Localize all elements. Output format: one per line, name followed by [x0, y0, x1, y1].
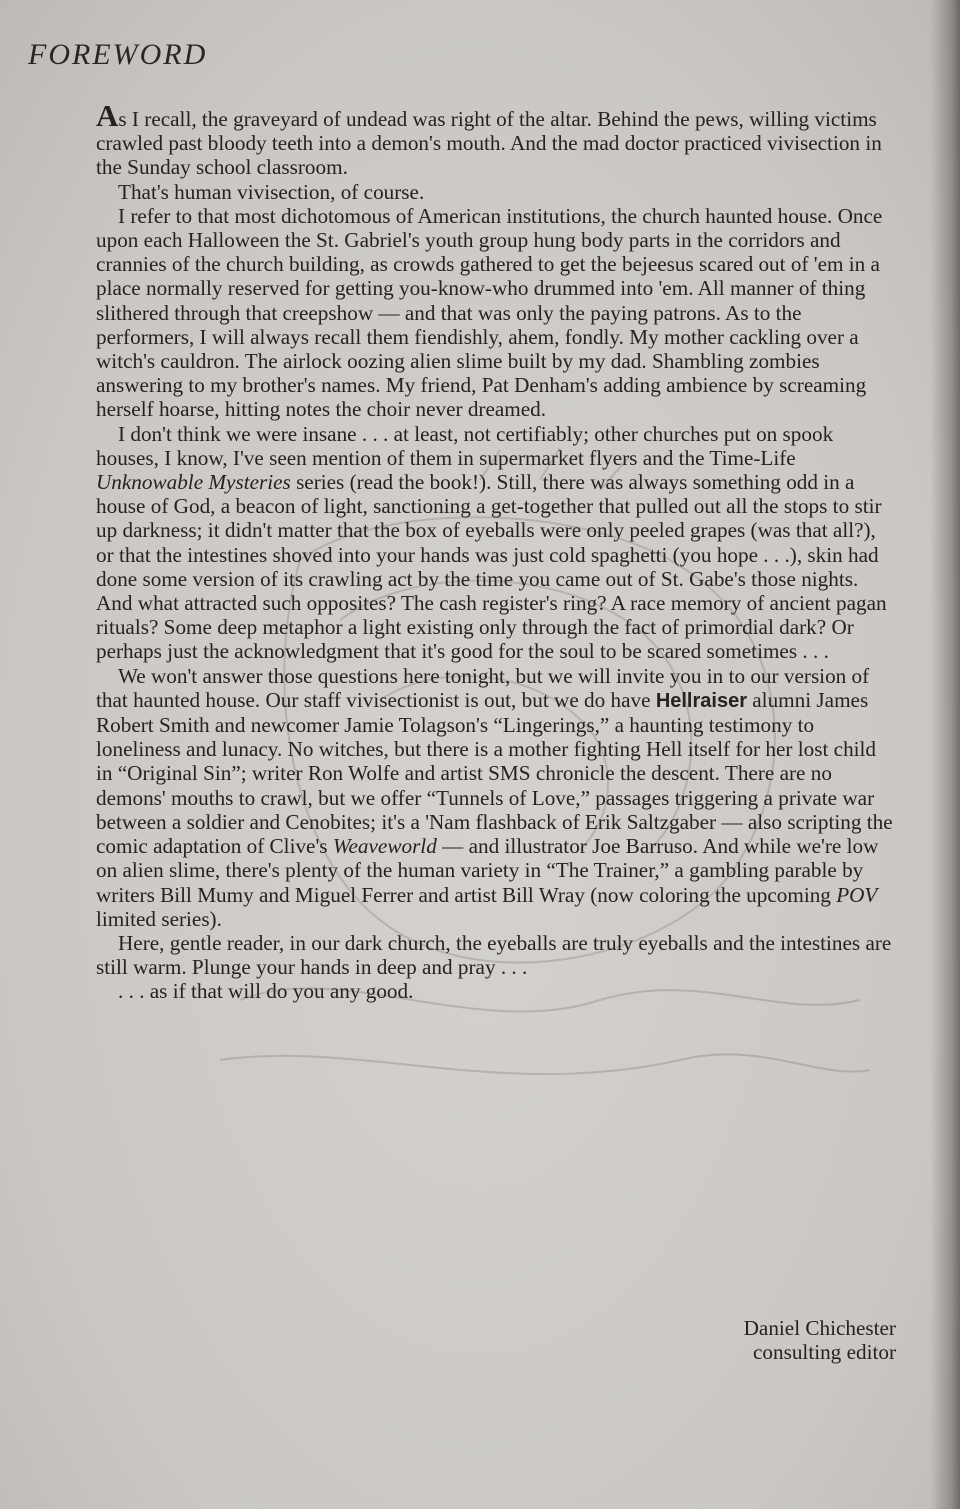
- paragraph-7: . . . as if that will do you any good.: [118, 979, 414, 1004]
- paragraph-4: [96, 422, 896, 664]
- paragraph-5-text-c: — and illustrator Joe Barruso. And while we're low on alien slime, there's plenty of the human variety in “The Trainer,” a gambling parable by writers Bill Mumy and Miguel Ferrer and artist Bill Wray (now coloring the upcoming: [96, 834, 879, 907]
- paragraph-1: [96, 98, 896, 180]
- signature-name: Daniel Chichester: [743, 1316, 896, 1340]
- foreword-body: [96, 98, 896, 1004]
- signature-role: consulting editor: [753, 1340, 896, 1365]
- italic-title: Weaveworld: [332, 834, 437, 859]
- paragraph-5-text-d: limited series).: [96, 906, 222, 931]
- paragraph-4-text-b: series (read the book!). Still, there was always something odd in a house of God, a beacon of light, sanctioning a get-together that pulled out all the stops to stir up darkness; it didn't matter that the box of eyeballs were only peeled grapes (was that all?), or that the intestines shoved into your hands was just cold spaghetti (you hope . . .), skin had done some version of its crawling act by the time you came out of St. Gabe's those nights. And what attracted such opposites? The cash register's ring? A race memory of ancient pagan rituals? Some deep metaphor a light existing only through the fact of primordial dark? Or perhaps just the acknowledgment that it's good for the soul to be scared sometimes . . .: [96, 470, 887, 664]
- paragraph-1-text: s I recall, the graveyard of undead was right of the altar. Behind the pews, willing victims crawled past bloody teeth into a demon's mouth. And the mad doctor practiced vivisection in the Sunday school classroom.: [96, 107, 882, 180]
- paragraph-6: Here, gentle reader, in our dark church, the eyeballs are truly eyeballs and the intestines are still warm. Plunge your hands in deep and pray . . .: [96, 930, 892, 980]
- page-title: FOREWORD: [28, 38, 208, 71]
- drop-cap: A: [96, 98, 119, 133]
- paragraph-4-text-a: I don't think we were insane . . . at least, not certifiably; other churches put on spook houses, I know, I've seen mention of them in supermarket flyers and the Time-Life: [96, 421, 834, 470]
- paragraph-3: I refer to that most dichotomous of American institutions, the church haunted house. Once upon each Halloween the St. Gabriel's youth group hung body parts in the corridors and crannies of the church building, as crowds gathered to get the bejeesus scared out of 'em in a place normally reserved for getting you-know-who drummed into 'em. All manner of thing slithered through that creepshow — and that was only the paying patrons. As to the performers, I will always recall them fiendishly, ahem, fondly. My mother cackling over a witch's cauldron. The airlock oozing alien slime built by my dad. Shambling zombies answering to my brother's names. My friend, Pat Denham's adding ambience by screaming herself hoarse, hitting notes the choir never dreamed.: [96, 203, 883, 422]
- italic-title: POV: [836, 882, 878, 907]
- paragraph-2: That's human vivisection, of course.: [118, 179, 425, 204]
- paragraph-5: [96, 664, 896, 931]
- paragraph-5-text-a: We won't answer those questions here tonight, but we will invite you in to our version of that haunted house. Our staff vivisectionist is out, but we do have: [96, 663, 870, 712]
- paragraph-5-text-b: alumni James Robert Smith and newcomer Jamie Tolagson's “Lingerings,” a haunting testimony to loneliness and lunacy. No witches, but there is a mother fighting Hell itself for her lost child in “Original Sin”; writer Ron Wolfe and artist SMS chronicle the descent. There are no demons' mouths to crawl, but we offer “Tunnels of Love,” passages triggering a private war between a soldier and Cenobites; it's a 'Nam flashback of Erik Saltzgaber — also scripting the comic adaptation of Clive's: [96, 687, 893, 859]
- page-edge-shadow: [930, 0, 960, 1509]
- signature-block: [744, 1316, 896, 1365]
- italic-title: Unknowable Mysteries: [96, 470, 291, 495]
- brand-name: Hellraiser: [655, 689, 747, 712]
